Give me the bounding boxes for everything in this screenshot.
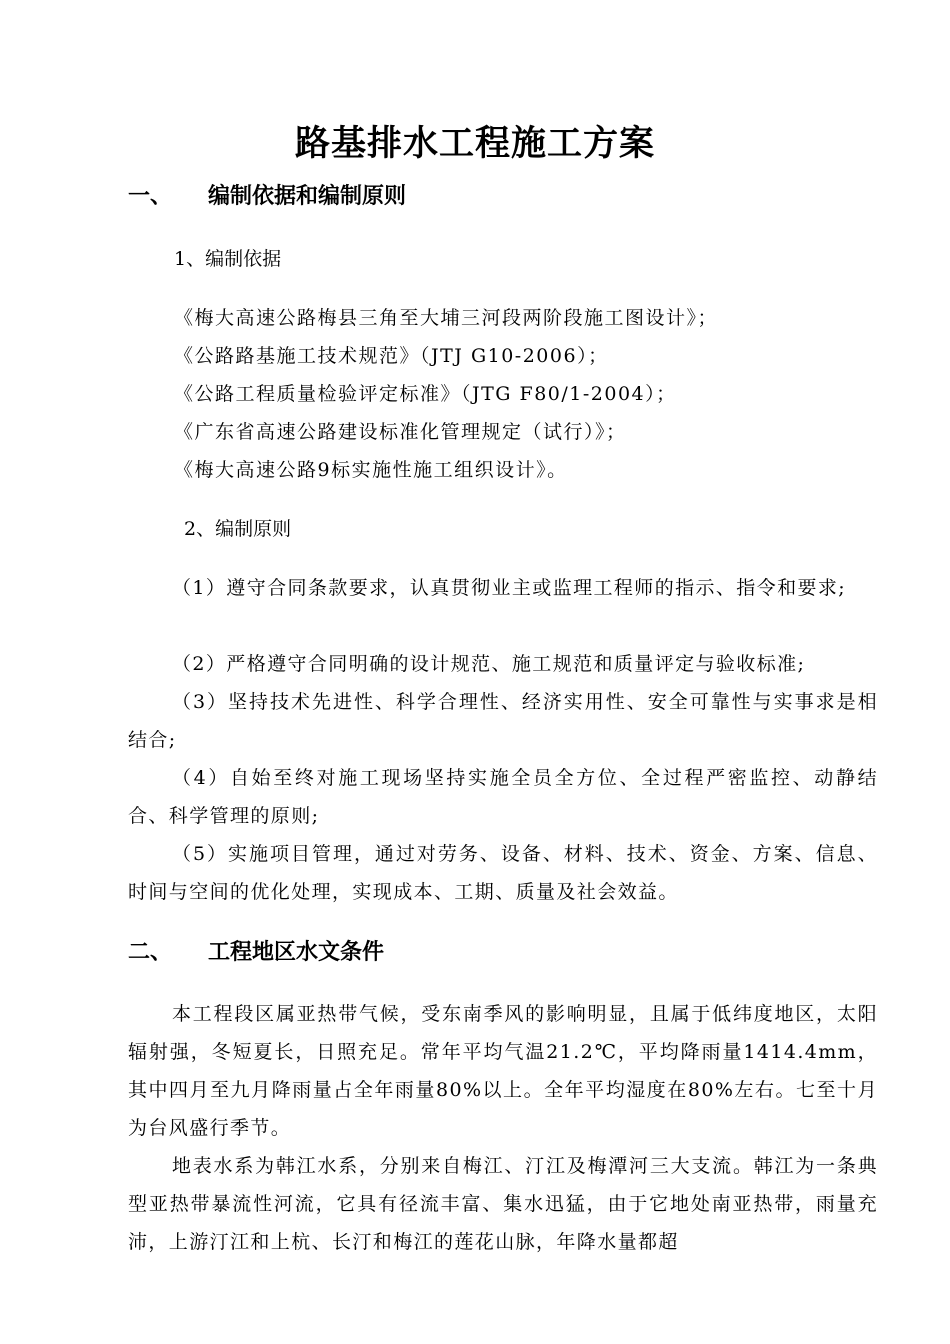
principles-subheading: 2、编制原则 (184, 518, 292, 540)
section-2-title: 工程地区水文条件 (208, 940, 385, 965)
basis-subheading: 1、编制依据 (174, 248, 282, 270)
principle-item: （2）严格遵守合同明确的设计规范、施工规范和质量评定与验收标准; (172, 653, 806, 675)
section-2-number: 二、 (128, 940, 173, 965)
reference-item: 《公路工程质量检验评定标准》（JTG F80/1-2004）； (174, 383, 677, 405)
principle-item: （4）自始至终对施工现场坚持实施全员全方位、全过程严密监控、动静结合、科学管理的原则; (128, 767, 878, 827)
reference-item: 《广东省高速公路建设标准化管理规定（试行）》； (174, 421, 627, 443)
body-paragraph: 地表水系为韩江水系，分别来自梅江、汀江及梅潭河三大支流。韩江为一条典型亚热带暴流性河流，它具有径流丰富、集水迅猛，由于它地处南亚热带，雨量充沛，上游汀江和上杭、长汀和梅江的莲花山脉，年降水量都超 (128, 1155, 878, 1253)
section-1-title: 编制依据和编制原则 (208, 184, 407, 209)
body-paragraph: 本工程段区属亚热带气候，受东南季风的影响明显，且属于低纬度地区，太阳辐射强，冬短夏长，日照充足。常年平均气温21.2℃，平均降雨量1414.4mm，其中四月至九月降雨量占全年雨量80%以上。全年平均湿度在80%左右。七至十月为台风盛行季节。 (128, 1003, 878, 1139)
principle-item: （5）实施项目管理，通过对劳务、设备、材料、技术、资金、方案、信息、时间与空间的优化处理，实现成本、工期、质量及社会效益。 (128, 843, 878, 903)
principle-item: （1）遵守合同条款要求，认真贯彻业主或监理工程师的指示、指令和要求; (172, 577, 847, 599)
section-1-heading (128, 181, 406, 213)
reference-item: 《公路路基施工技术规范》（JTJ G10-2006）； (174, 345, 609, 367)
reference-item: 《梅大高速公路梅县三角至大埔三河段两阶段施工图设计》； (174, 307, 719, 329)
principle-item: （3）坚持技术先进性、科学合理性、经济实用性、安全可靠性与实事求是相结合; (128, 691, 878, 751)
section-2-heading (128, 937, 384, 969)
section-1-number: 一、 (128, 184, 173, 209)
document-title: 路基排水工程施工方案 (294, 123, 655, 164)
reference-item: 《梅大高速公路9标实施性施工组织设计》。 (174, 459, 568, 481)
